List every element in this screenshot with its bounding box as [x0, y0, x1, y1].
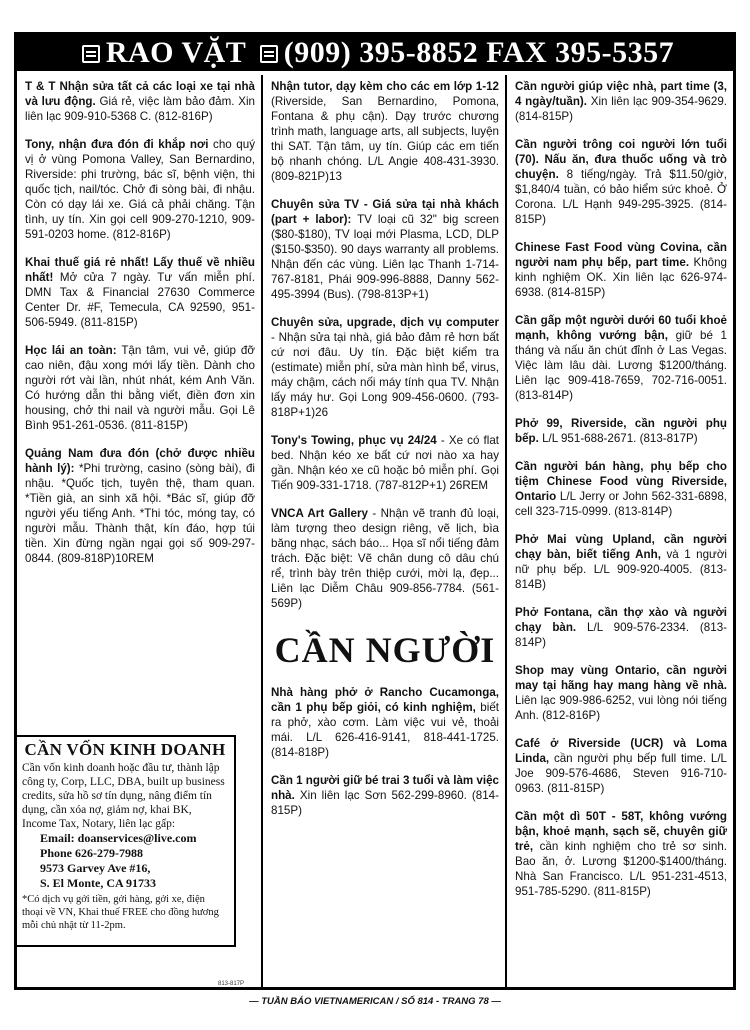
classified-ad: Phở Fontana, cần thợ xào và người chạy bàn. L/L 909-576-2334. (813-814P) [515, 606, 727, 649]
classified-ad: Tony, nhận đưa đón đi khắp nơi cho quý vị ở vùng Pomona Valley, San Bernardino, Riverside: phi trường, bác sĩ, bệnh viện, thi quốc tịch, nail/tóc. Chở đi sòng bài, đi nhậu. Còn có dạy lái xe. Giá cả phải chăng. Tận tình, uy tín. Xin gọi cell 909-270-1210, 909-591-0203 home. (812-816P) [25, 138, 255, 241]
classified-ad: Cần 1 người giữ bé trai 3 tuổi và làm việc nhà. Xin liên lạc Sơn 562-299-8960. (814-815P) [271, 774, 499, 817]
classified-ad: Học lái an toàn: Tận tâm, vui vẻ, giúp đỡ cao niên, đậu xong mới lấy tiền. Dành cho người rớt vài lần, nhút nhát, kém Anh Văn. Có hướng dẫn thi bằng viết, điền đơn xin housing, chở thi nail và người mẫu. Gọi Lê Bình 951-261-0536. (811-815P) [25, 344, 255, 432]
header-title: RAO VẶT [105, 36, 246, 69]
header-phone: (909) 395-8852 [283, 36, 479, 69]
phone-icon [82, 45, 100, 63]
box-email: Email: doanservices@live.com [40, 831, 197, 845]
classified-ad: Café ở Riverside (UCR) và Loma Linda, cần người phụ bếp full time. L/L Joe 909-576-4686, Steven 916-710-0963. (811-815P) [515, 737, 727, 795]
box-phone: Phone 626-279-7988 [40, 846, 143, 860]
box-note: *Có dịch vụ gởi tiền, gởi hàng, gởi xe, điện thoại về VN, Khai thuế FREE cho đồng hương mỗi chủ nhật từ 11-2pm. [22, 894, 219, 931]
classifieds-header [17, 35, 733, 71]
box-title: CẦN VỐN KINH DOANH [24, 740, 226, 759]
classified-ad: Khai thuế giá rẻ nhất! Lấy thuế về nhiều nhất! Mở cửa 7 ngày. Tư vấn miễn phí. DMN Tax & Financial 27630 Commerce Center Dr. #F, Temecula, CA 92590, 951-506-5949. (811-815P) [25, 256, 255, 329]
classified-ad: T & T Nhận sửa tất cả các loại xe tại nhà và lưu động. Giá rẻ, việc làm bảo đảm. Xin liên lạc 909-910-5368 C. (812-816P) [25, 80, 256, 123]
box-ad-code: 813-817P [218, 981, 245, 987]
classified-ad: Cần gấp một người dưới 60 tuổi khoẻ mạnh, không vướng bận, giữ bé 1 tháng và nấu ăn chút đỉnh ở Las Vegas. Việc làm lâu dài. Lương $1200/tháng. Liên lạc 909-418-7659, 702-716-0051. (813-814P) [515, 314, 727, 402]
classified-ad: Phở 99, Riverside, cần người phụ bếp. L/L 951-688-2671. (813-817P) [515, 417, 727, 445]
box-address-2: S. El Monte, CA 91733 [40, 876, 157, 890]
classified-ad: Cần người giúp việc nhà, part time (3, 4 ngày/tuần). Xin liên lạc 909-354-9629. (814-815P) [515, 80, 727, 123]
classified-ad: Cần người trông coi người lớn tuổi (70). Nấu ăn, đưa thuốc uống và trò chuyện. 8 tiếng/ngày. Trả $11.50/giờ, $1,840/4 tuần, có bảo hiểm sức khoẻ. Ở Corona. L/L Hạnh 949-295-3925. (814-815P) [515, 138, 727, 226]
classified-ad: VNCA Art Gallery - Nhận vẽ tranh đủ loại, làm tượng theo design riêng, vẽ lịch, bìa băng nhạc, sách báo... Họa sĩ nổi tiếng đảm trách. Đặc biệt: Vẽ chân dung cô dâu chú rể, trình bày trên thiệp cưới, mời lạ, đẹp... Liên lạc Diễm Châu 909-856-7784. (561-569P) [271, 507, 499, 610]
column-2 [261, 75, 505, 987]
classified-ad: Cần một dì 50T - 58T, không vướng bận, khoẻ mạnh, sạch sẽ, chuyên giữ trẻ, cần kinh nghiệm cho trẻ sơ sinh. Bao ăn, ở. Lương $1200-$1400/tháng. Nhà San Francisco. L/L 951-231-4513, 951-785-5290. (811-815P) [515, 810, 727, 898]
classified-ad: Nhà hàng phở ở Rancho Cucamonga, cần 1 phụ bếp giỏi, có kinh nghiệm, biết ra phở, xào cơm. Làm việc vui vẻ, thoải mái. L/L 626-416-9141, 818-441-1725. (814-818P) [271, 686, 499, 759]
page-footer: — TUẦN BÁO VIETNAMERICAN / SỐ 814 - TRANG 78 — [249, 996, 501, 1007]
column-3 [505, 75, 733, 987]
section-title-can-nguoi: CẦN NGƯỜI [274, 630, 496, 670]
phone-icon [260, 45, 278, 63]
header-fax: FAX 395-5357 [486, 36, 675, 69]
classified-ad: Chuyên sửa, upgrade, dịch vụ computer - Nhận sửa tại nhà, giá bảo đảm rẻ hơn bất cứ nơi đâu. Uy tín. Đặc biệt kiểm tra (estimate) miễn phí, sửa màn hình bể, virus, máy chậm, cách nối máy tính qua TV. Nhận lấy máy hư. Gọi Long 909-456-0600. (793-818P+1)26 [271, 316, 499, 419]
classified-ad: Shop may vùng Ontario, cần người may tại hãng hay mang hàng về nhà. Liên lạc 909-986-6252, vui lòng nói tiếng Anh. (812-816P) [515, 664, 727, 722]
business-loan-box [14, 735, 236, 947]
box-body: Cần vốn kinh doanh hoặc đầu tư, thành lập công ty, Corp, LLC, DBA, built up business credits, sửa hồ sơ tín dụng, nâng điểm tín dụng, cần xóa nợ, giảm nợ, khai BK, Income Tax, Notary, liên lạc gấp: [22, 762, 225, 830]
classified-ad: Quảng Nam đưa đón (chở được nhiều hành lý): *Phi trường, casino (sòng bài), đi nhậu. *Quốc tịch, tuyên thệ, tham quan. *Tiền già, an sinh xã hội. *Bác sĩ, giúp đỡ người yếu tiếng Anh. *Thi tóc, móng tay, có người mẫu. Thành thật, kín đáo, hợp túi tiền. Xin đừng ngần ngại gọi số 909-297-0844. (809-818P)10REM [25, 447, 255, 565]
classified-ad: Phở Mai vùng Upland, cần người chạy bàn, biết tiếng Anh, và 1 người nữ phụ bếp. L/L 909-920-4005. (813-814B) [515, 533, 727, 591]
classified-ad: Cần người bán hàng, phụ bếp cho tiệm Chinese Food vùng Riverside, Ontario L/L Jerry or John 562-331-6898, cell 323-715-0999. (813-814P) [515, 460, 727, 518]
box-address-1: 9573 Garvey Ave #16, [40, 861, 151, 875]
classified-ad: Chinese Fast Food vùng Covina, cần người nam phụ bếp, part time. Không kinh nghiệm OK. Xin liên lạc 626-974-6938. (814-815P) [515, 241, 727, 299]
classified-ad: Chuyên sửa TV - Giá sửa tại nhà khách (part + labor): TV loại cũ 32" big screen ($80-$180), TV loại mới Plasma, LCD, DLP ($150-$350). 90 days warranty all problems. Nhận đến các vùng. Liên lạc Thanh 1-714-767-8181, Phái 909-996-8888, Danny 562-495-3994 (Bus). (798-813P+1) [271, 198, 499, 301]
classified-ad: Nhận tutor, dạy kèm cho các em lớp 1-12 (Riverside, San Bernardino, Pomona, Fontana & phụ cận). Dạy trước chương trình math, language arts, all subjects, luyện thi SAT. Tận tâm, uy tín. Giúp các em tiến bộ nhanh chóng. L/L Angie 408-431-3930. (809-821P)13 [271, 80, 499, 183]
classified-ad: Tony's Towing, phục vụ 24/24 - Xe có flat bed. Nhận kéo xe bất cứ nơi nào xa hay gần. Nhận kéo xe cũ hoặc bỏ miễn phí. Gọi Tiến 909-331-1718. (787-812P+1) 26REM [271, 434, 499, 492]
